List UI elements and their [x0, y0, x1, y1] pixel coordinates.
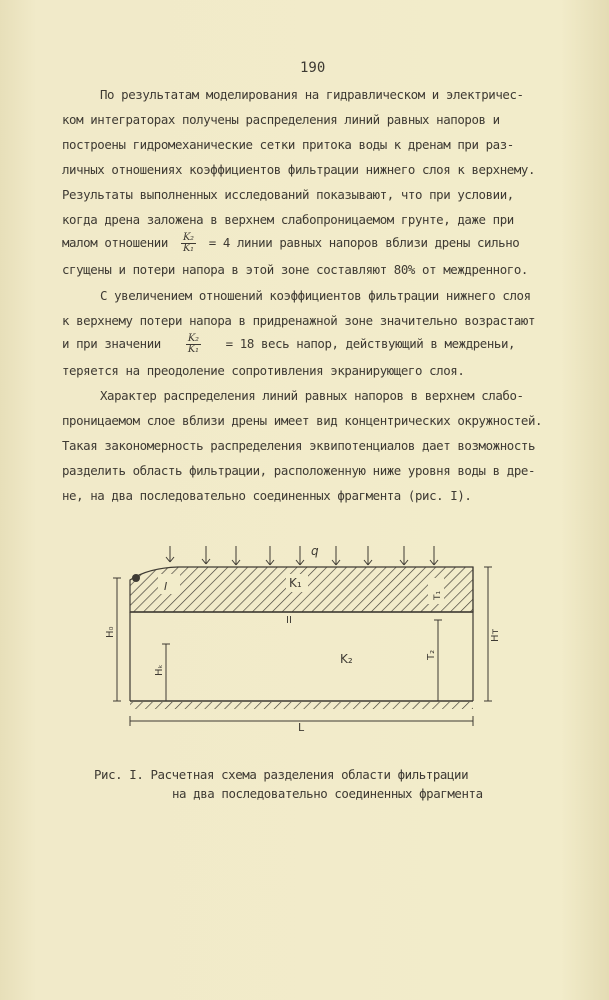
label-k1: K₁: [289, 576, 302, 590]
label-Hk: Hₖ: [154, 664, 165, 676]
text-line: теряется на преодоление сопротивления экранирующего слоя.: [62, 363, 465, 378]
text-line: ком интеграторах получены распределения линий равных напоров и: [62, 112, 500, 127]
text-line: сгущены и потери напора в этой зоне составляют 80% от междренного.: [62, 262, 528, 277]
label-L: L: [298, 721, 305, 734]
text-fragment: и при значении: [62, 336, 161, 351]
text-line: личных отношениях коэффициентов фильтрации нижнего слоя к верхнему.: [62, 162, 536, 177]
fraction-numerator: K₂: [187, 333, 199, 344]
label-fragment-II: II: [286, 615, 292, 626]
fraction-k2-k1: [186, 334, 201, 355]
page-number: 190: [300, 60, 326, 76]
fraction-k2-k1: [181, 233, 196, 254]
text-line: когда дрена заложена в верхнем слабопроницаемом грунте, даже при: [62, 212, 514, 227]
label-k2: K₂: [340, 652, 353, 666]
text-line: По результатам моделирования на гидравлическом и электричес-: [100, 87, 524, 102]
impermeable-base: [130, 702, 473, 709]
label-T1: T₁: [433, 590, 443, 600]
fraction-numerator: K₂: [182, 232, 194, 243]
label-H0: H₀: [105, 626, 116, 638]
figure-caption-line-1: Рис. I. Расчетная схема разделения области фильтрации: [94, 767, 469, 782]
text-fragment: = 18 весь напор, действующий в междреньи,: [225, 336, 516, 351]
text-line: построены гидромеханические сетки притока воды к дренам при раз-: [62, 137, 514, 152]
text-line: разделить область фильтрации, расположенную ниже уровня воды в дре-: [62, 463, 536, 478]
figure-caption-line-2: на два последовательно соединенных фрагмента: [172, 786, 483, 801]
drain-circle: [132, 574, 140, 582]
label-HT: Hт: [490, 628, 501, 642]
filtration-scheme-figure: [105, 538, 508, 738]
label-background: [158, 574, 180, 594]
text-line: Такая закономерность распределения эквипотенциалов дает возможность: [62, 438, 536, 453]
text-line: С увеличением отношений коэффициентов фильтрации нижнего слоя: [100, 288, 531, 303]
text-line: не, на два последовательно соединенных фрагмента (рис. I).: [62, 488, 472, 503]
text-line: Результаты выполненных исследований показывают, что при условии,: [62, 187, 514, 202]
label-q: q: [311, 544, 319, 558]
text-line: проницаемом слое вблизи дрены имеет вид концентрических окружностей.: [62, 413, 543, 428]
text-line-with-fraction: [62, 233, 519, 254]
label-fragment-I: I: [164, 580, 168, 593]
text-line: к верхнему потери напора в придренажной зоне значительно возрастают: [62, 313, 536, 328]
label-T2: T₂: [426, 649, 437, 660]
infiltration-arrows: [166, 546, 438, 565]
fraction-denominator: K₁: [187, 344, 199, 355]
text-fragment: = 4 линии равных напоров вблизи дрены сильно: [208, 235, 520, 250]
text-line: Характер распределения линий равных напоров в верхнем слабо-: [100, 388, 524, 403]
fraction-denominator: K₁: [182, 243, 194, 254]
text-fragment: малом отношении: [62, 235, 168, 250]
text-line-with-fraction: [62, 334, 515, 355]
